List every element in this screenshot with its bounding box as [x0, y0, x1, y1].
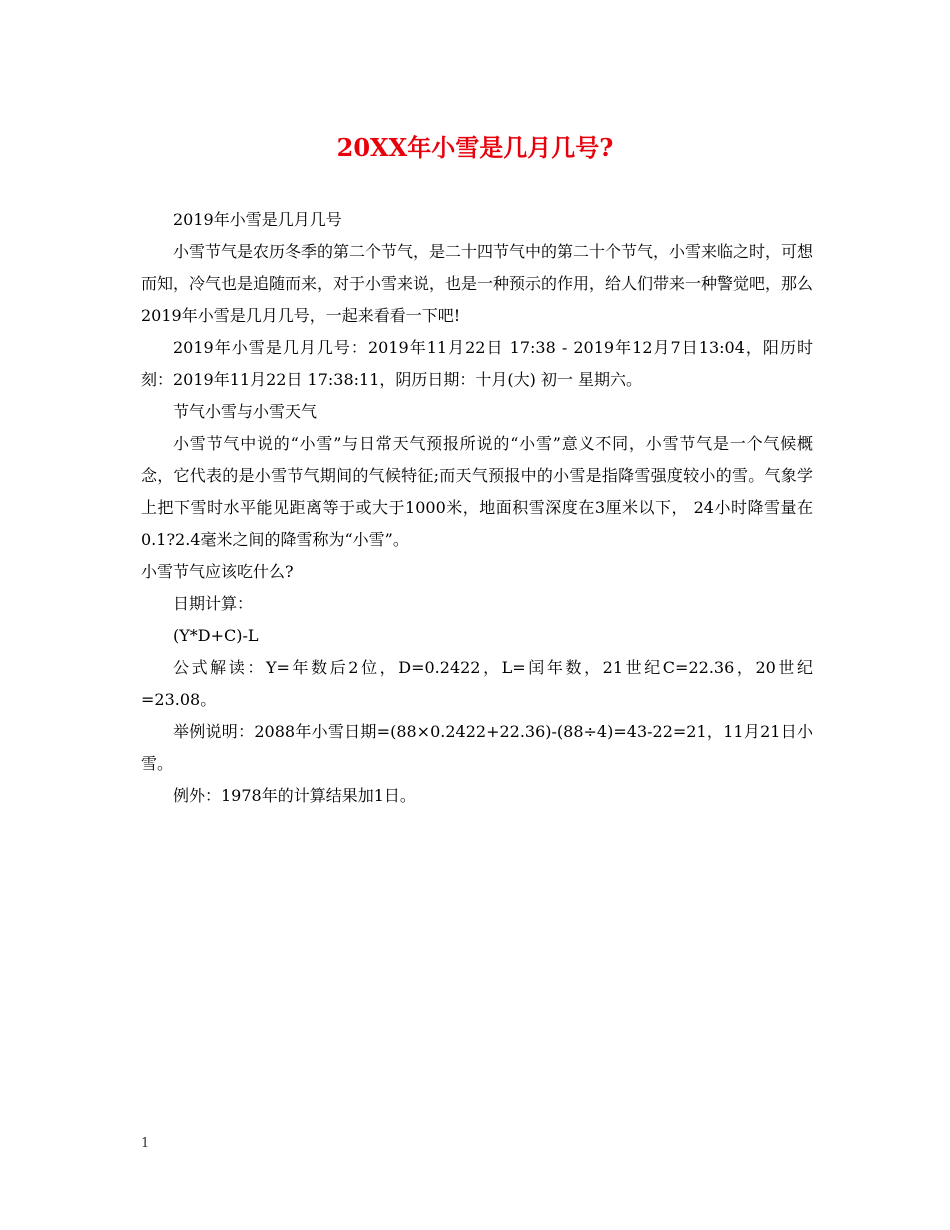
paragraph-example: 举例说明：2088年小雪日期=(88×0.2422+22.36)-(88÷4)=43-22=21，11月21日小雪。: [141, 722, 813, 773]
document-title: 20XX年小雪是几月几号?: [336, 133, 614, 162]
paragraph-intro: 小雪节气是农历冬季的第二个节气，是二十四节气中的第二十个节气，小雪来临之时，可想而知，冷气也是追随而来，对于小雪来说，也是一种预示的作用，给人们带来一种警觉吧，那么2019年小雪是几月几号，一起来看看一下吧!: [141, 242, 814, 325]
paragraph-formula-explanation: 公式解读：Y=年数后2位，D=0.2422，L=闰年数，21世纪C=22.36，20世纪=23.08。: [141, 658, 813, 709]
document-body: [141, 204, 813, 812]
paragraph-what-to-eat: 小雪节气应该吃什么?: [141, 562, 294, 581]
paragraph-weather-explanation: 小雪节气中说的“小雪”与日常天气预报所说的“小雪”意义不同，小雪节气是一个气候概念，它代表的是小雪节气期间的气候特征;而天气预报中的小雪是指降雪强度较小的雪。气象学上把下雪时水平能见距离等于或大于1000米，地面积雪深度在3厘米以下， 24小时降雪量在0.1?2.4毫米之间的降雪称为“小雪”。: [141, 434, 813, 549]
paragraph-subtitle-2019: 2019年小雪是几月几号: [173, 210, 342, 229]
page-number: 1: [141, 1136, 150, 1151]
paragraph-heading-weather: 节气小雪与小雪天气: [173, 402, 318, 421]
paragraph-exception: 例外：1978年的计算结果加1日。: [173, 786, 416, 805]
paragraph-formula: (Y*D+C)-L: [173, 626, 259, 645]
paragraph-date-calc-heading: 日期计算：: [173, 594, 254, 613]
paragraph-date-info: 2019年小雪是几月几号：2019年11月22日 17:38 - 2019年12月7日13:04，阳历时刻：2019年11月22日 17:38:11，阴历日期：十月(大) 初一 星期六。: [141, 338, 813, 389]
